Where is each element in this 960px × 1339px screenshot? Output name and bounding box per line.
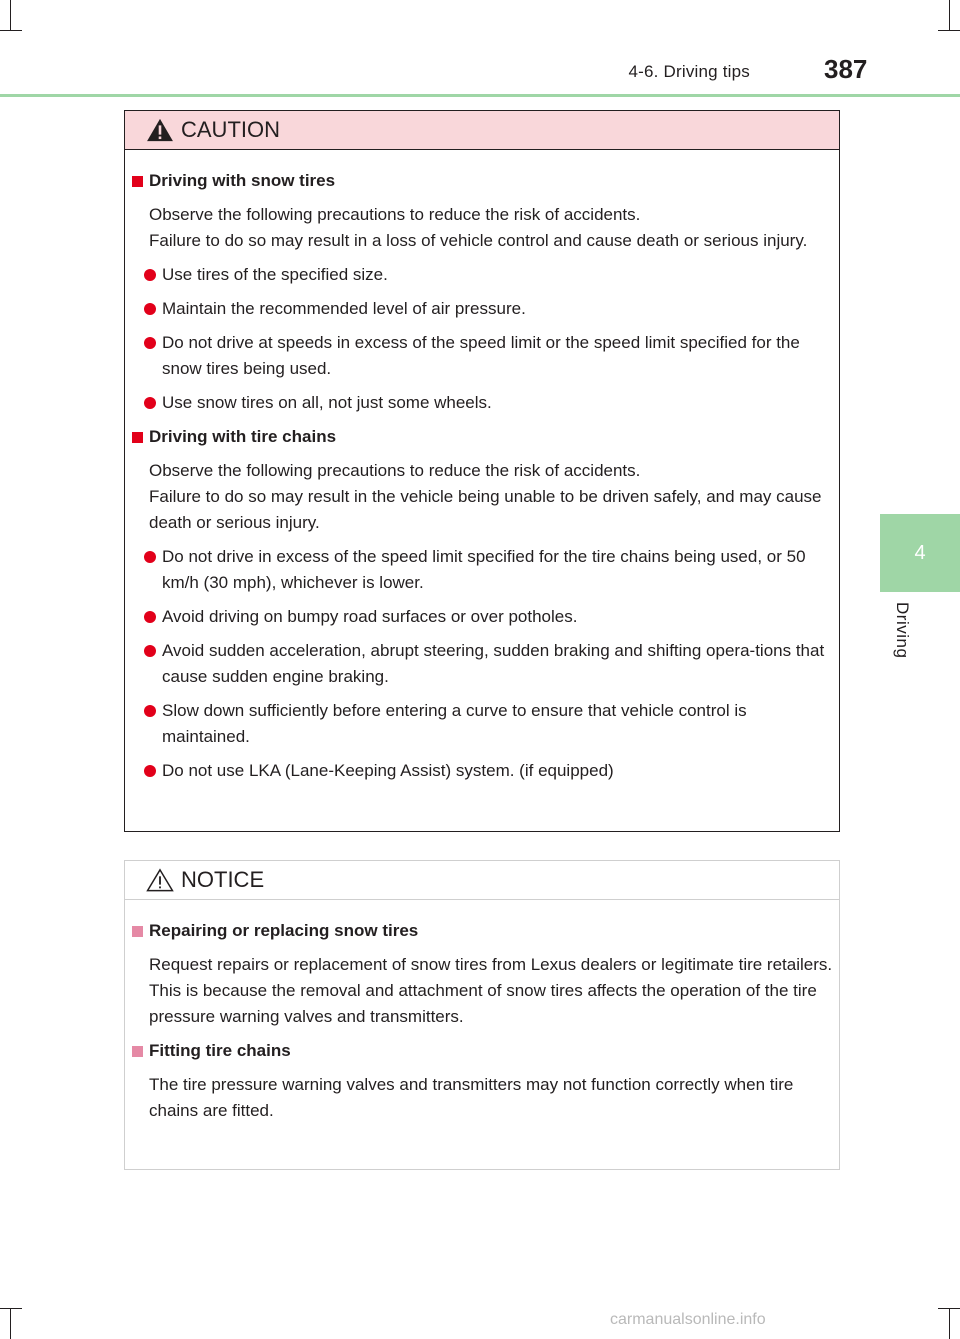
paragraph-line: The tire pressure warning valves and transmitters may not function correctly when tire chains are fitted. (149, 1075, 794, 1120)
round-bullet-icon (144, 397, 156, 409)
list-item-text: Avoid driving on bumpy road surfaces or over potholes. (162, 607, 578, 626)
square-bullet-icon (132, 926, 143, 937)
round-bullet-icon (144, 337, 156, 349)
crop-mark (949, 0, 950, 30)
crop-mark (0, 1308, 22, 1309)
list-item-text: Use tires of the specified size. (162, 265, 388, 284)
list-item-text: Do not drive at speeds in excess of the speed limit or the speed limit specified for the snow tires being used. (162, 333, 800, 378)
paragraph-line: This is because the removal and attachment of snow tires affects the operation of the tire pressure warning valves and transmitters. (149, 981, 817, 1026)
notice-heading-text: Fitting tire chains (149, 1041, 291, 1060)
watermark: carmanualsonline.info (610, 1311, 766, 1328)
caution-body (125, 150, 839, 784)
notice-paragraph (149, 1072, 833, 1124)
round-bullet-icon (144, 269, 156, 281)
list-item (144, 544, 833, 596)
paragraph-line: Observe the following precautions to reduce the risk of accidents. (149, 205, 641, 224)
list-item (144, 604, 833, 630)
round-bullet-icon (144, 303, 156, 315)
caution-box (124, 110, 840, 832)
crop-mark (938, 30, 960, 31)
notice-heading (132, 1038, 833, 1064)
section-title: 4-6. Driving tips (628, 62, 750, 81)
notice-heading (132, 918, 833, 944)
list-item-text: Do not drive in excess of the speed limit specified for the tire chains being used, or 50 km/h (30 mph), whichever is lower. (162, 547, 806, 592)
caution-header (125, 111, 839, 150)
notice-body (125, 900, 839, 1124)
caution-paragraph (149, 458, 833, 536)
notice-heading-text: Repairing or replacing snow tires (149, 921, 419, 940)
round-bullet-icon (144, 551, 156, 563)
paragraph-line: Request repairs or replacement of snow tires from Lexus dealers or legitimate tire retailers. (149, 955, 833, 974)
round-bullet-icon (144, 705, 156, 717)
header-rule (0, 94, 960, 97)
paragraph-line: Failure to do so may result in the vehicle being unable to be driven safely, and may cause death or serious injury. (149, 487, 822, 532)
caution-heading-text: Driving with tire chains (149, 427, 337, 446)
paragraph-line: Observe the following precautions to reduce the risk of accidents. (149, 461, 641, 480)
list-item (144, 330, 833, 382)
list-item (144, 698, 833, 750)
warning-triangle-outline-icon (145, 868, 175, 892)
caution-title: CAUTION (181, 117, 280, 142)
caution-heading (132, 424, 833, 450)
notice-title: NOTICE (181, 867, 265, 892)
list-item (144, 638, 833, 690)
crop-mark (10, 1309, 11, 1339)
page-number: 387 (824, 54, 868, 84)
caution-paragraph (149, 202, 833, 254)
paragraph-line: Failure to do so may result in a loss of vehicle control and cause death or serious injury. (149, 231, 808, 250)
caution-heading-text: Driving with snow tires (149, 171, 336, 190)
crop-mark (0, 30, 22, 31)
crop-mark (10, 0, 11, 30)
round-bullet-icon (144, 611, 156, 623)
list-item-text: Do not use LKA (Lane-Keeping Assist) system. (if equipped) (162, 761, 614, 780)
list-item-text: Slow down sufficiently before entering a curve to ensure that vehicle control is maintained. (162, 701, 747, 746)
list-item-text: Avoid sudden acceleration, abrupt steering, sudden braking and shifting opera-tions that cause sudden engine braking. (162, 641, 825, 686)
square-bullet-icon (132, 1046, 143, 1057)
list-item (144, 296, 833, 322)
round-bullet-icon (144, 645, 156, 657)
notice-paragraph (149, 952, 833, 1030)
warning-triangle-icon (145, 118, 175, 142)
chapter-number: 4 (914, 541, 926, 564)
round-bullet-icon (144, 765, 156, 777)
notice-box (124, 860, 840, 1170)
chapter-tab (880, 514, 960, 592)
caution-heading (132, 168, 833, 194)
chapter-label: Driving (893, 602, 912, 659)
list-item (144, 262, 833, 288)
list-item (144, 390, 833, 416)
square-bullet-icon (132, 432, 143, 443)
square-bullet-icon (132, 176, 143, 187)
list-item (144, 758, 833, 784)
crop-mark (949, 1309, 950, 1339)
notice-header (125, 861, 839, 900)
list-item-text: Use snow tires on all, not just some wheels. (162, 393, 492, 412)
list-item-text: Maintain the recommended level of air pressure. (162, 299, 526, 318)
